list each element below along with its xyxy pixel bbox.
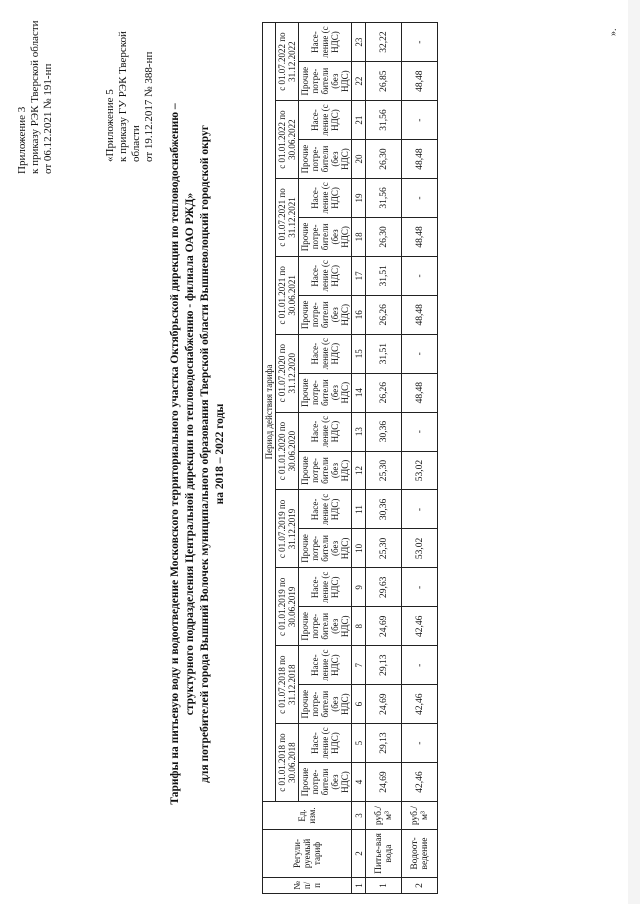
other-consumers-header: Прочие потре-бители (без НДС) [299, 763, 352, 802]
tariff-value: 42,46 [402, 763, 438, 802]
header-row-periods [263, 23, 276, 894]
column-number: 3 [352, 802, 366, 830]
tariff-value: 31,56 [366, 179, 402, 218]
tariff-value: 29,13 [366, 646, 402, 685]
column-number: 19 [352, 179, 366, 218]
title-line: Тарифы на питьевую воду и водоотведение Московского территориального участка Октябрьской дирекции по тепловодоснабжению – [169, 103, 181, 805]
period-cell: с 01.07.2018 по 31.12.2018 [276, 646, 299, 724]
period-cell: с 01.01.2022 по 30.06.2022 [276, 101, 299, 179]
other-consumers-header: Прочие потре-бители (без НДС) [299, 685, 352, 724]
tariff-value: - [402, 101, 438, 140]
tariff-value: - [402, 256, 438, 295]
column-number: 17 [352, 256, 366, 295]
column-number: 13 [352, 412, 366, 451]
tariff-value: 48,48 [402, 217, 438, 256]
column-number: 14 [352, 373, 366, 412]
column-number: 21 [352, 101, 366, 140]
tariff-value: 26,30 [366, 217, 402, 256]
previous-appendix-header [104, 0, 156, 162]
population-header: Насе-ление (с НДС) [299, 256, 352, 295]
tariff-value: 53,02 [402, 451, 438, 490]
tariff-value: - [402, 646, 438, 685]
tariff-value: 30,36 [366, 412, 402, 451]
other-consumers-header: Прочие потре-бители (без НДС) [299, 295, 352, 334]
tariff-value: - [402, 724, 438, 763]
column-number: 12 [352, 451, 366, 490]
tariff-value: 31,51 [366, 334, 402, 373]
tariff-value: 26,26 [366, 373, 402, 412]
appendix-header [16, 20, 55, 174]
appendix-line: к приказу РЭК Тверской области [29, 20, 41, 174]
unit-cell: руб./м³ [366, 802, 402, 830]
tariff-value: 29,13 [366, 724, 402, 763]
tariff-value: - [402, 334, 438, 373]
closing-quote: ». [608, 28, 619, 36]
row-number: 1 [366, 878, 402, 894]
tariff-value: 24,69 [366, 607, 402, 646]
column-number: 6 [352, 685, 366, 724]
tariff-value: 24,69 [366, 685, 402, 724]
tariff-value: 48,48 [402, 62, 438, 101]
column-number: 10 [352, 529, 366, 568]
col-tariff-header: Регули-руемый тариф [263, 830, 352, 878]
column-number: 1 [352, 878, 366, 894]
population-header: Насе-ление (с НДС) [299, 23, 352, 62]
population-header: Насе-ление (с НДС) [299, 101, 352, 140]
tariff-value: 48,48 [402, 295, 438, 334]
other-consumers-header: Прочие потре-бители (без НДС) [299, 62, 352, 101]
tariff-value: 32,22 [366, 23, 402, 62]
column-number: 20 [352, 140, 366, 179]
tariff-value: 48,48 [402, 140, 438, 179]
period-cell: с 01.01.2021 по 30.06.2021 [276, 256, 299, 334]
population-header: Насе-ление (с НДС) [299, 568, 352, 607]
other-consumers-header: Прочие потре-бители (без НДС) [299, 451, 352, 490]
column-number-row [352, 23, 366, 894]
column-number: 18 [352, 217, 366, 256]
tariff-value: 26,26 [366, 295, 402, 334]
period-header: Период действия тарифа [263, 23, 276, 802]
population-header: Насе-ление (с НДС) [299, 724, 352, 763]
appendix-line: Приложение 3 [16, 106, 28, 174]
tariff-value: - [402, 568, 438, 607]
column-number: 22 [352, 62, 366, 101]
tariff-value: 26,30 [366, 140, 402, 179]
column-number: 2 [352, 830, 366, 878]
column-number: 15 [352, 334, 366, 373]
tariff-table [262, 22, 438, 894]
title-line: для потребителей города Вышний Волочек муниципального образования Тверской области Вышневолоцкий городской округ [199, 125, 211, 783]
population-header: Насе-ление (с НДС) [299, 646, 352, 685]
appendix-line: от 06.12.2021 № 191-нп [42, 63, 54, 174]
appendix-line: «Приложение 5 [104, 89, 116, 162]
tariff-value: 25,30 [366, 451, 402, 490]
unit-cell: руб./м³ [402, 802, 438, 830]
tariff-value: 29,63 [366, 568, 402, 607]
tariff-name: Водоот-ведение [402, 830, 438, 878]
column-number: 8 [352, 607, 366, 646]
column-number: 5 [352, 724, 366, 763]
tariff-value: 26,85 [366, 62, 402, 101]
tariff-value: 48,48 [402, 373, 438, 412]
population-header: Насе-ление (с НДС) [299, 412, 352, 451]
other-consumers-header: Прочие потре-бители (без НДС) [299, 607, 352, 646]
document-title [168, 44, 228, 864]
appendix-line: к приказу ГУ РЭК Тверской области [117, 31, 142, 162]
other-consumers-header: Прочие потре-бители (без НДС) [299, 529, 352, 568]
column-number: 11 [352, 490, 366, 529]
column-number: 16 [352, 295, 366, 334]
table-row [366, 23, 402, 894]
tariff-value: - [402, 490, 438, 529]
population-header: Насе-ление (с НДС) [299, 179, 352, 218]
tariff-value: 42,46 [402, 607, 438, 646]
header-row-dates [276, 23, 299, 894]
tariff-value: 25,30 [366, 529, 402, 568]
other-consumers-header: Прочие потре-бители (без НДС) [299, 140, 352, 179]
col-number-header: № п/ п [263, 878, 352, 894]
appendix-line: от 19.12.2017 № 388-нп [143, 51, 155, 162]
period-cell: с 01.07.2022 по 31.12.2022 [276, 23, 299, 101]
tariff-value: 31,56 [366, 101, 402, 140]
tariff-value: - [402, 179, 438, 218]
tariff-name: Питье-вая вода [366, 830, 402, 878]
period-cell: с 01.07.2020 по 31.12.2020 [276, 334, 299, 412]
tariff-value: 24,69 [366, 763, 402, 802]
table-row [402, 23, 438, 894]
period-cell: с 01.01.2018 по 30.06.2018 [276, 724, 299, 802]
tariff-value: 53,02 [402, 529, 438, 568]
tariff-value: 31,51 [366, 256, 402, 295]
header-row-consumers [299, 23, 352, 894]
other-consumers-header: Прочие потре-бители (без НДС) [299, 373, 352, 412]
tariff-value: - [402, 23, 438, 62]
tariff-value: - [402, 412, 438, 451]
binding-edge [628, 0, 640, 904]
column-number: 7 [352, 646, 366, 685]
title-line: на 2018 – 2022 годы [214, 403, 226, 505]
tariff-value: 30,36 [366, 490, 402, 529]
column-number: 23 [352, 23, 366, 62]
column-number: 4 [352, 763, 366, 802]
period-cell: с 01.01.2020 по 30.06.2020 [276, 412, 299, 490]
title-line: структурного подразделения Центральной дирекции по тепловодоснабжению - филиала ОАО РЖД» [184, 192, 196, 716]
population-header: Насе-ление (с НДС) [299, 334, 352, 373]
column-number: 9 [352, 568, 366, 607]
tariff-value: 42,46 [402, 685, 438, 724]
period-cell: с 01.07.2021 по 31.12.2021 [276, 179, 299, 257]
period-cell: с 01.07.2019 по 31.12.2019 [276, 490, 299, 568]
row-number: 2 [402, 878, 438, 894]
col-unit-header: Ед. изм. [263, 802, 352, 830]
period-cell: с 01.01.2019 по 30.06.2019 [276, 568, 299, 646]
other-consumers-header: Прочие потре-бители (без НДС) [299, 217, 352, 256]
population-header: Насе-ление (с НДС) [299, 490, 352, 529]
